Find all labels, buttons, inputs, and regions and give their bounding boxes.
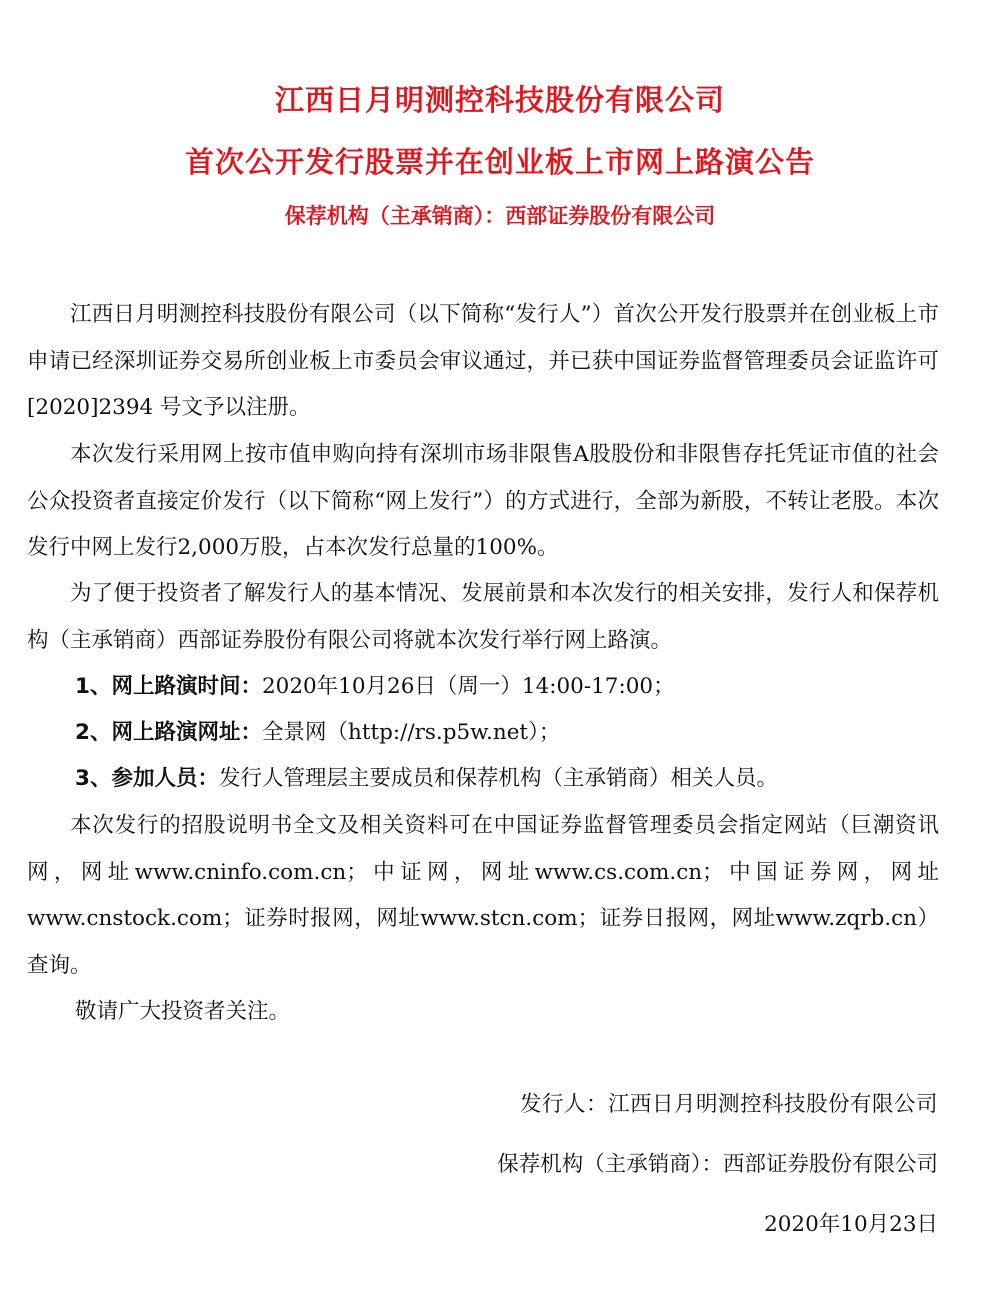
paragraph-text: 本次发行采用网上按市值申购向持有深圳市场非限售A股股份和非限售存托凭证市值的社会公众投资者直接定价发行（以下简称“网上发行”）的方式进行，全部为新股，不转让老股。本次发行中网上发行2,000万股，占本次发行总量的100%。	[27, 442, 939, 560]
paragraph-text: 江西日月明测控科技股份有限公司（以下简称“发行人”）首次公开发行股票并在创业板上市申请已经深圳证券交易所创业板上市委员会审议通过，并已获中国证券监督管理委员会证监许可[2020]2394 号文予以注册。	[27, 302, 939, 420]
signature-sponsor: 保荐机构（主承销商）：西部证券股份有限公司	[497, 1152, 938, 1177]
paragraph-text: 本次发行的招股说明书全文及相关资料可在中国证券监督管理委员会指定网站（巨潮资讯网，网址www.cninfo.com.cn；中证网，网址www.cs.com.cn；中国证券网，网址www.cnstock.com；证券时报网，网址www.stcn.com；证券日报网，网址www.zqrb.cn）查询。	[27, 813, 939, 978]
closing-note: 敬请广大投资者关注。	[75, 999, 291, 1024]
paragraph-roadshow-purpose	[27, 571, 939, 664]
paragraph-registration	[27, 292, 939, 432]
participants-label: 3、参加人员：	[75, 766, 219, 791]
page-subtitle: 首次公开发行股票并在创业板上市网上路演公告	[184, 145, 815, 179]
participants-item	[75, 756, 935, 803]
roadshow-url-label: 2、网上路演网址：	[75, 720, 262, 745]
roadshow-time-label: 1、网上路演时间：	[75, 674, 262, 699]
paragraph-prospectus-sites	[27, 803, 939, 989]
roadshow-time-item	[75, 664, 935, 711]
paragraph-text: 为了便于投资者了解发行人的基本情况、发展前景和本次发行的相关安排，发行人和保荐机构（主承销商）西部证券股份有限公司将就本次发行举行网上路演。	[27, 581, 939, 653]
signature-issuer: 发行人：江西日月明测控科技股份有限公司	[519, 1092, 938, 1117]
roadshow-url-value: 全景网（http://rs.p5w.net）；	[261, 720, 561, 745]
sponsor-heading: 保荐机构（主承销商）：西部证券股份有限公司	[284, 204, 716, 228]
roadshow-url-item	[75, 710, 935, 757]
paragraph-offering-method	[27, 432, 939, 572]
page-title: 江西日月明测控科技股份有限公司	[274, 83, 725, 117]
roadshow-time-value: 2020年10月26日（周一）14:00-17:00；	[261, 674, 675, 699]
participants-value: 发行人管理层主要成员和保荐机构（主承销商）相关人员。	[218, 766, 778, 791]
signature-date: 2020年10月23日	[764, 1212, 938, 1237]
